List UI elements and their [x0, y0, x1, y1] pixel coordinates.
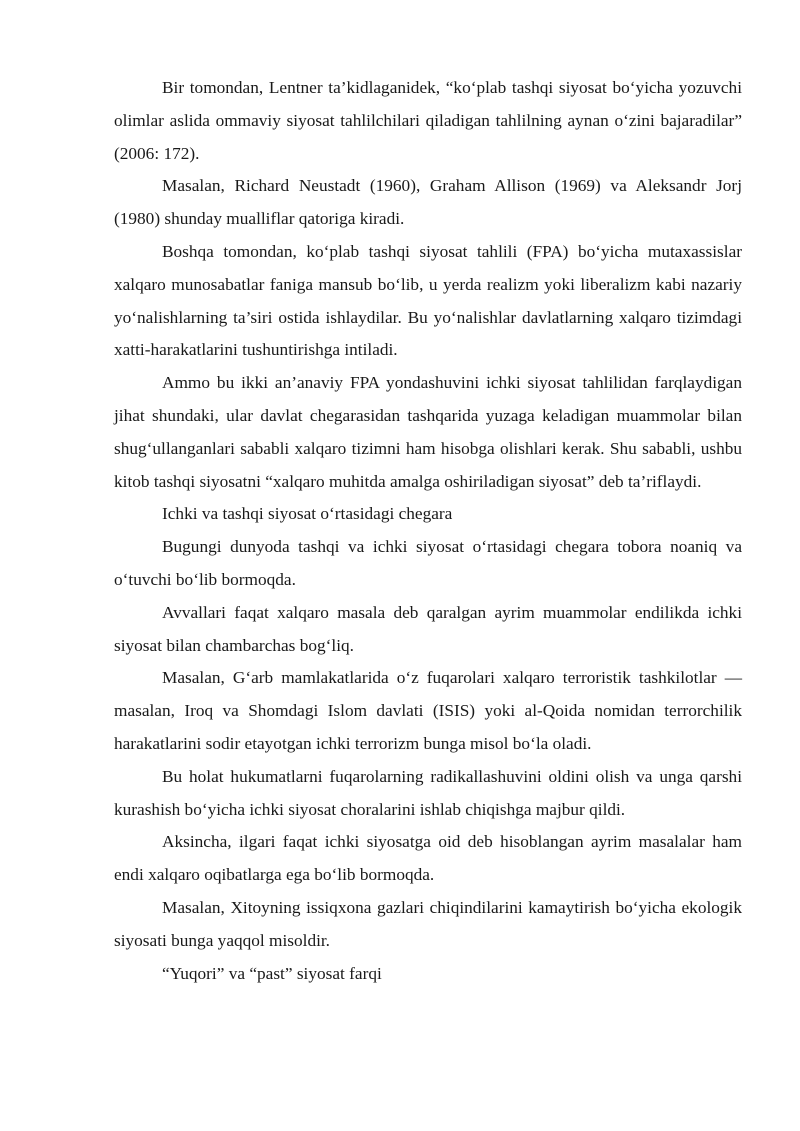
paragraph-authors-examples: Masalan, Richard Neustadt (1960), Graham Allison (1969) va Aleksandr Jorj (1980) shunday mualliflar qatoriga kiradi.: [114, 176, 742, 229]
paragraph-fpa-approaches: Ammo bu ikki an’anaviy FPA yondashuvini ichki siyosat tahlilidan farqlaydigan jihat shundaki, ular davlat chegarasidan tashqarida yuzaga keladigan muammolar bilan shug‘ullanganlari sababli xalqaro tizimni ham hisobga olishlari kerak. Shu sababli, ushbu kitob tashqi siyosatni “xalqaro muhitda amalga oshiriladigan siyosat” deb ta’riflaydi.: [114, 373, 742, 491]
section-heading-high-low-politics: “Yuqori” va “past” siyosat farqi: [162, 963, 382, 983]
paragraph-international-issues: Avvallari faqat xalqaro masala deb qaralgan ayrim muammolar endilikda ichki siyosat bilan chambarchas bog‘liq.: [114, 602, 742, 655]
paragraph-terrorism-example: Masalan, G‘arb mamlakatlarida o‘z fuqarolari xalqaro terroristik tashkilotlar — masalan, Iroq va Shomdagi Islom davlati (ISIS) yoki al-Qoida nomidan terrorchilik harakatlarini sodir etayotgan ichki terrorizm bunga misol bo‘la oladi.: [114, 668, 742, 753]
paragraph-domestic-issues: Aksincha, ilgari faqat ichki siyosatga oid deb hisoblangan ayrim masalalar ham endi xalqaro oqibatlarga ega bo‘lib bormoqda.: [114, 832, 742, 885]
paragraph-fpa-specialists: Boshqa tomondan, ko‘plab tashqi siyosat tahlili (FPA) bo‘yicha mutaxassislar xalqaro munosabatlar faniga mansub bo‘lib, u yerda realizm yoki liberalizm kabi nazariy yo‘nalishlarning ta’siri ostida ishlaydilar. Bu yo‘nalishlar davlatlarning xalqaro tizimdagi xatti-harakatlarini tushuntirishga intiladi.: [114, 241, 742, 360]
section-heading-border: Ichki va tashqi siyosat o‘rtasidagi chegara: [162, 504, 453, 524]
paragraph-china-example: Masalan, Xitoyning issiqxona gazlari chiqindilarini kamaytirish bo‘yicha ekologik siyosati bunga yaqqol misoldir.: [114, 897, 742, 950]
document-page: [114, 72, 742, 990]
paragraph-lentner-quote: Bir tomondan, Lentner ta’kidlaganidek, “ko‘plab tashqi siyosat bo‘yicha yozuvchi olimlar aslida ommaviy siyosat tahlilchilari qiladigan tahlilning aynan o‘zini bajaradilar” (2006: 172).: [114, 78, 742, 163]
paragraph-radicalization: Bu holat hukumatlarni fuqarolarning radikallashuvini oldini olish va unga qarshi kurashish bo‘yicha ichki siyosat choralarini ishlab chiqishga majbur qildi.: [114, 766, 742, 819]
paragraph-border-blurring: Bugungi dunyoda tashqi va ichki siyosat o‘rtasidagi chegara tobora noaniq va o‘tuvchi bo‘lib bormoqda.: [114, 537, 742, 589]
